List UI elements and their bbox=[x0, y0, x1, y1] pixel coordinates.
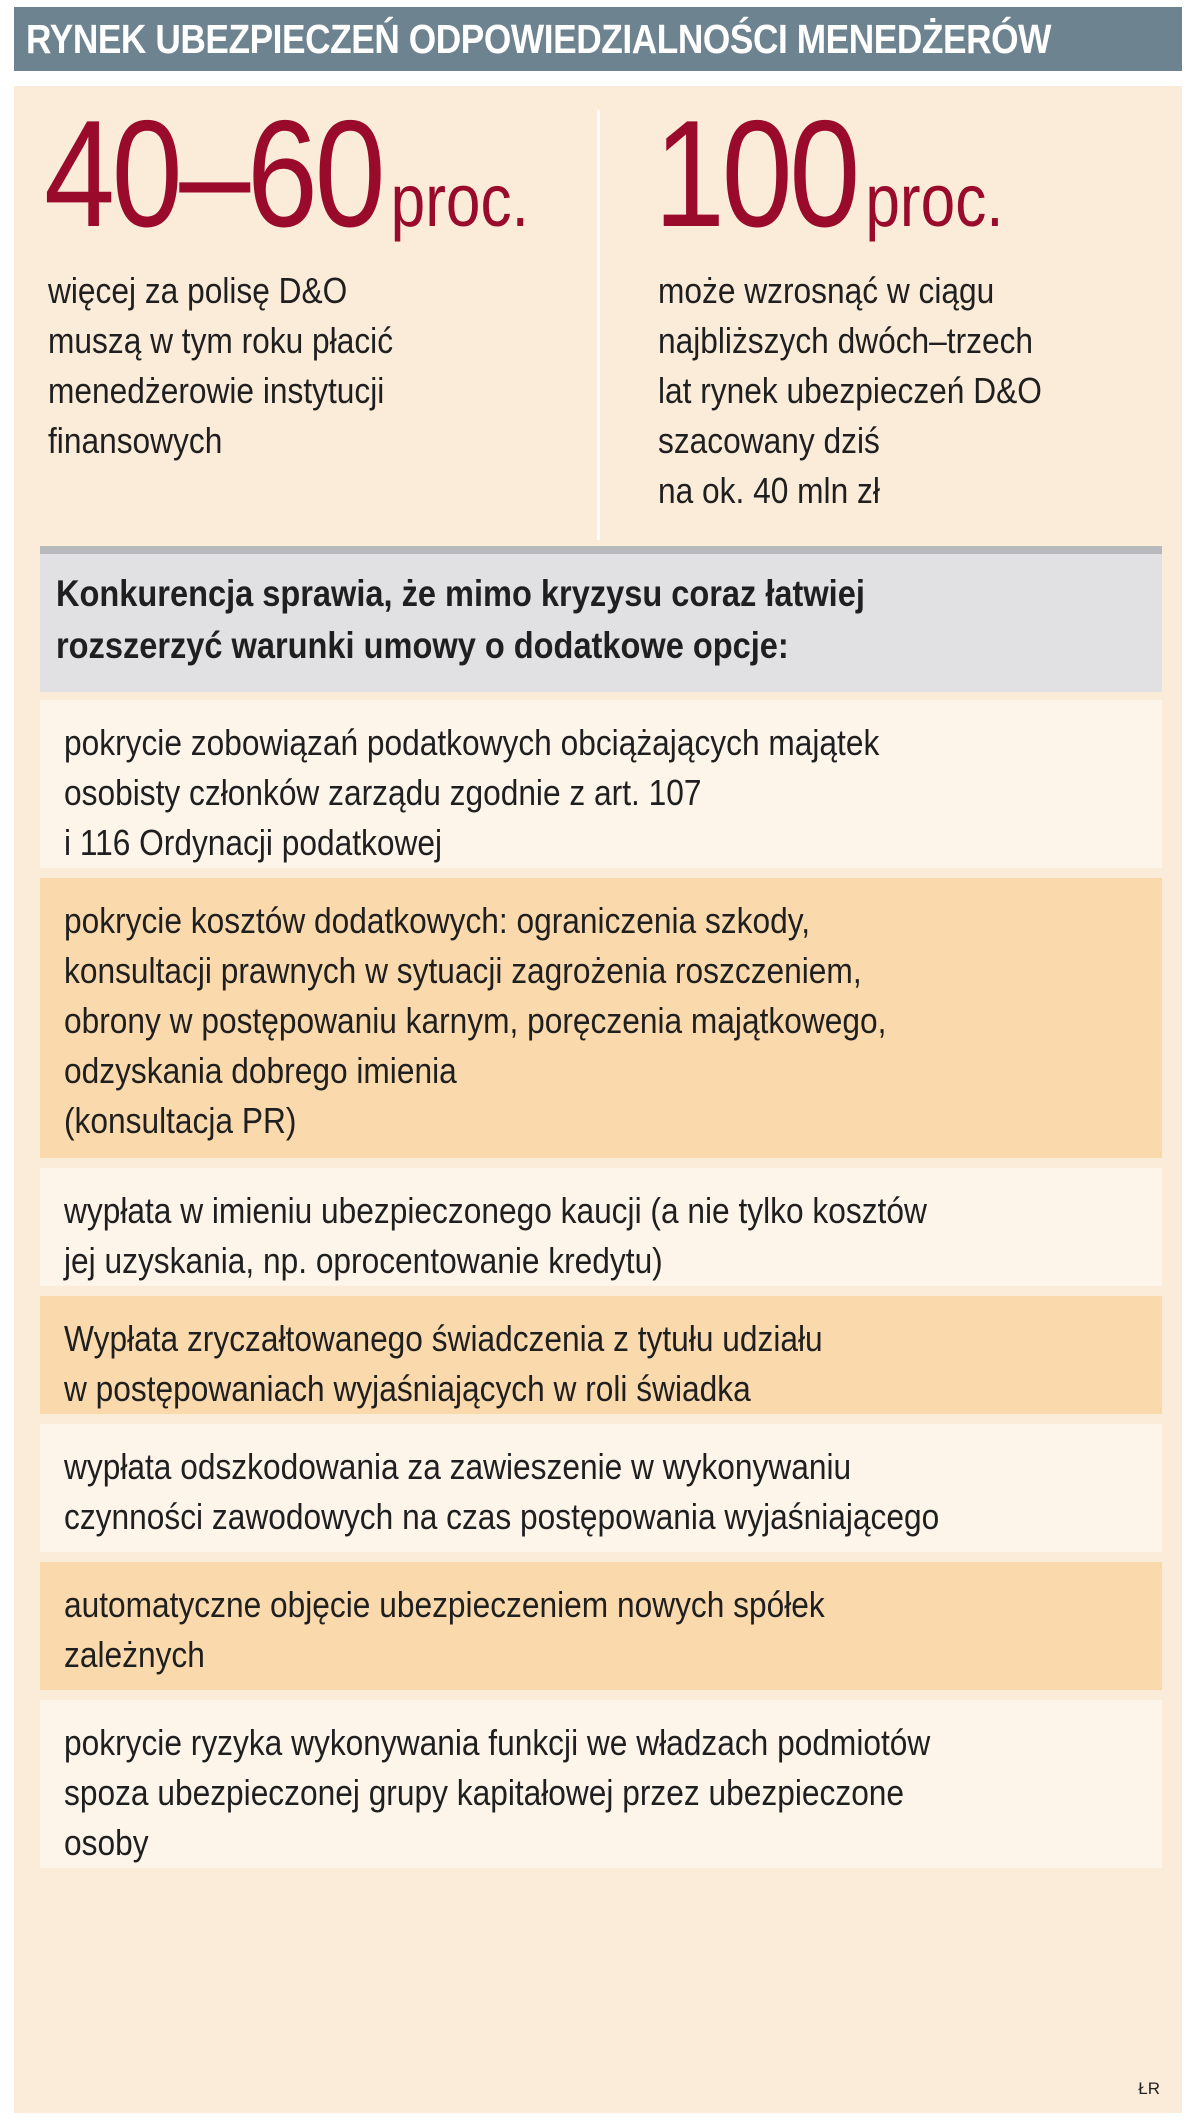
stat-figure-left bbox=[44, 89, 529, 259]
page-title: RYNEK UBEZPIECZEŃ ODPOWIEDZIALNOŚCI MENEDŻERÓW bbox=[26, 15, 1051, 62]
option-text: Wypłata zryczałtowanego świadczenia z tytułu udziału w postępowaniach wyjaśniających w roli świadka bbox=[64, 1318, 823, 1409]
stat-unit-left: proc. bbox=[390, 159, 529, 242]
stat-figure-right bbox=[654, 89, 1004, 259]
option-text: pokrycie kosztów dodatkowych: ograniczenia szkody, konsultacji prawnych w sytuacji zagrożenia roszczeniem, obrony w postępowaniu karnym, poręczenia majątkowego, odzyskania dobrego imienia (konsultacja PR) bbox=[64, 900, 887, 1141]
option-text: pokrycie ryzyka wykonywania funkcji we władzach podmiotów spoza ubezpieczonej grupy kapitałowej przez ubezpieczone osoby bbox=[64, 1722, 931, 1863]
option-text: wypłata w imieniu ubezpieczonego kaucji (a nie tylko kosztów jej uzyskania, np. oprocentowanie kredytu) bbox=[64, 1190, 927, 1281]
intro-text: Konkurencja sprawia, że mimo kryzysu coraz łatwiej rozszerzyć warunki umowy o dodatkowe opcje: bbox=[56, 573, 865, 666]
stat-number-right: 100 bbox=[654, 89, 857, 259]
stat-description-right: może wzrosnąć w ciągu najbliższych dwóch–trzech lat rynek ubezpieczeń D&O szacowany dziś na ok. 40 mln zł bbox=[658, 270, 1042, 511]
content-panel bbox=[14, 86, 1182, 2113]
header-bar bbox=[14, 7, 1182, 71]
option-row-3 bbox=[40, 1168, 1162, 1286]
intro-box bbox=[40, 546, 1162, 692]
stat-divider bbox=[597, 110, 600, 540]
author-credit: ŁR bbox=[1138, 2079, 1160, 2098]
stat-number-left: 40–60 bbox=[44, 89, 383, 259]
stat-description-left: więcej za polisę D&O muszą w tym roku płacić menedżerowie instytucji finansowych bbox=[48, 270, 394, 461]
option-text: pokrycie zobowiązań podatkowych obciążających majątek osobisty członków zarządu zgodnie z art. 107 i 116 Ordynacji podatkowej bbox=[64, 722, 880, 863]
option-row-5 bbox=[40, 1424, 1162, 1552]
option-row-2 bbox=[40, 878, 1162, 1158]
option-text: wypłata odszkodowania za zawieszenie w wykonywaniu czynności zawodowych na czas postępowania wyjaśniającego bbox=[64, 1446, 940, 1537]
option-row-4 bbox=[40, 1296, 1162, 1414]
option-row-7 bbox=[40, 1700, 1162, 1868]
option-text: automatyczne objęcie ubezpieczeniem nowych spółek zależnych bbox=[64, 1584, 825, 1675]
stat-unit-right: proc. bbox=[865, 159, 1004, 242]
option-row-6 bbox=[40, 1562, 1162, 1690]
option-row-1 bbox=[40, 700, 1162, 868]
